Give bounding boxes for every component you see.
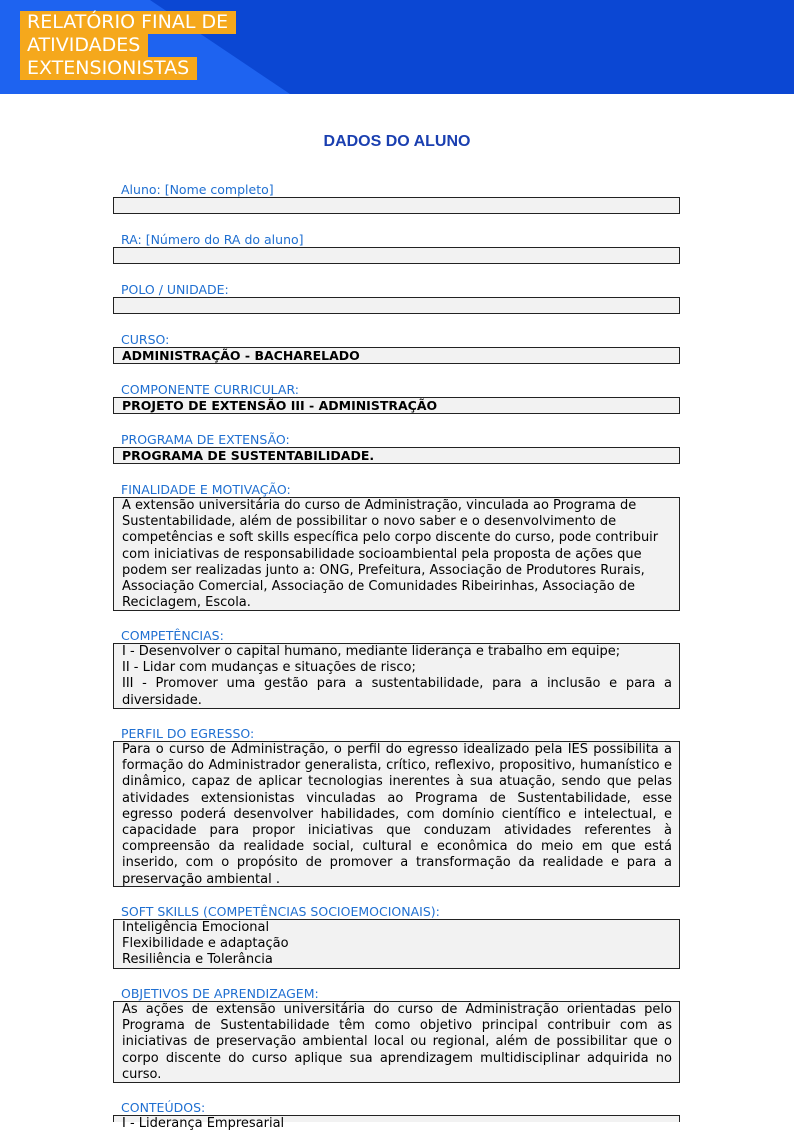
objetivos-field[interactable]: As ações de extensão universitária do curso de Administração orientadas pelo Programa de Sustentabilidade têm como objetivo principal contribuir com as iniciativas de preservação ambiental local ou regional, além de possibilitar que o corpo discente do curso aplique sua aprendizagem multidisciplinar adquirida no curso. <box>113 1001 680 1083</box>
aluno-field[interactable] <box>113 197 680 214</box>
componente-field[interactable]: PROJETO DE EXTENSÃO III - ADMINISTRAÇÃO <box>113 397 680 414</box>
soft-skill-item: Resiliência e Tolerância <box>122 952 273 968</box>
report-title-line-1: RELATÓRIO FINAL DE <box>20 11 236 34</box>
objetivos-label: OBJETIVOS DE APRENDIZAGEM: <box>121 986 319 1001</box>
curso-field[interactable]: ADMINISTRAÇÃO - BACHARELADO <box>113 347 680 364</box>
componente-label: COMPONENTE CURRICULAR: <box>121 382 299 397</box>
soft-skills-field[interactable] <box>113 919 680 969</box>
competencias-field[interactable] <box>113 643 680 709</box>
header-banner <box>0 0 794 94</box>
ra-field[interactable] <box>113 247 680 264</box>
programa-field[interactable]: PROGRAMA DE SUSTENTABILIDADE. <box>113 447 680 464</box>
section-heading: DADOS DO ALUNO <box>323 133 471 150</box>
conteudos-field[interactable]: I - Liderança Empresarial <box>113 1115 680 1122</box>
curso-label: CURSO: <box>121 332 170 347</box>
ra-label: RA: [Número do RA do aluno] <box>121 232 304 247</box>
perfil-field[interactable]: Para o curso de Administração, o perfil do egresso idealizado pela IES possibilita a formação do Administrador generalista, crítico, reflexivo, propositivo, humanístico e dinâmico, capaz de aplicar tecnologias inerentes à sua atuação, sendo que pelas atividades extensionistas vinculadas ao Programa de Sustentabilidade, esse egresso poderá desenvolver habilidades, com domínio científico e intelectual, e capacidade para propor iniciativas que conduzam atividades referentes à compreensão da realidade social, cultural e econômica do meio em que está inserido, com o propósito de promover a transformação da realidade e para a preservação ambiental . <box>113 741 680 887</box>
polo-field[interactable] <box>113 297 680 314</box>
conteudos-label: CONTEÚDOS: <box>121 1100 206 1115</box>
polo-label: POLO / UNIDADE: <box>121 282 229 297</box>
aluno-label: Aluno: [Nome completo] <box>121 182 274 197</box>
finalidade-field[interactable]: A extensão universitária do curso de Administração, vinculada ao Programa de Sustentabilidade, além de possibilitar o novo saber e o desenvolvimento de competências e soft skills específica pelo corpo discente do curso, pode contribuir com iniciativas de responsabilidade socioambiental pela proposta de ações que podem ser realizadas junto a: ONG, Prefeitura, Associação de Produtores Rurais, Associação Comercial, Associação de Comunidades Ribeirinhas, Associação de Reciclagem, Escola. <box>113 497 680 611</box>
report-title <box>20 11 236 80</box>
soft-skill-item: Flexibilidade e adaptação <box>122 936 289 952</box>
finalidade-label: FINALIDADE E MOTIVAÇÃO: <box>121 482 291 497</box>
competencia-item: I - Desenvolver o capital humano, mediante liderança e trabalho em equipe; <box>122 644 621 659</box>
competencia-item: II - Lidar com mudanças e situações de risco; <box>122 660 416 676</box>
soft-skills-label: SOFT SKILLS (COMPETÊNCIAS SOCIOEMOCIONAIS): <box>121 904 440 919</box>
competencias-label: COMPETÊNCIAS: <box>121 628 224 643</box>
report-title-line-2: ATIVIDADES <box>20 34 148 57</box>
perfil-label: PERFIL DO EGRESSO: <box>121 726 255 741</box>
soft-skill-item: Inteligência Emocional <box>122 920 270 935</box>
programa-label: PROGRAMA DE EXTENSÃO: <box>121 432 290 447</box>
competencia-item: III - Promover uma gestão para a sustentabilidade, para a inclusão e para a diversidade. <box>122 676 672 708</box>
report-title-line-3: EXTENSIONISTAS <box>20 57 197 80</box>
